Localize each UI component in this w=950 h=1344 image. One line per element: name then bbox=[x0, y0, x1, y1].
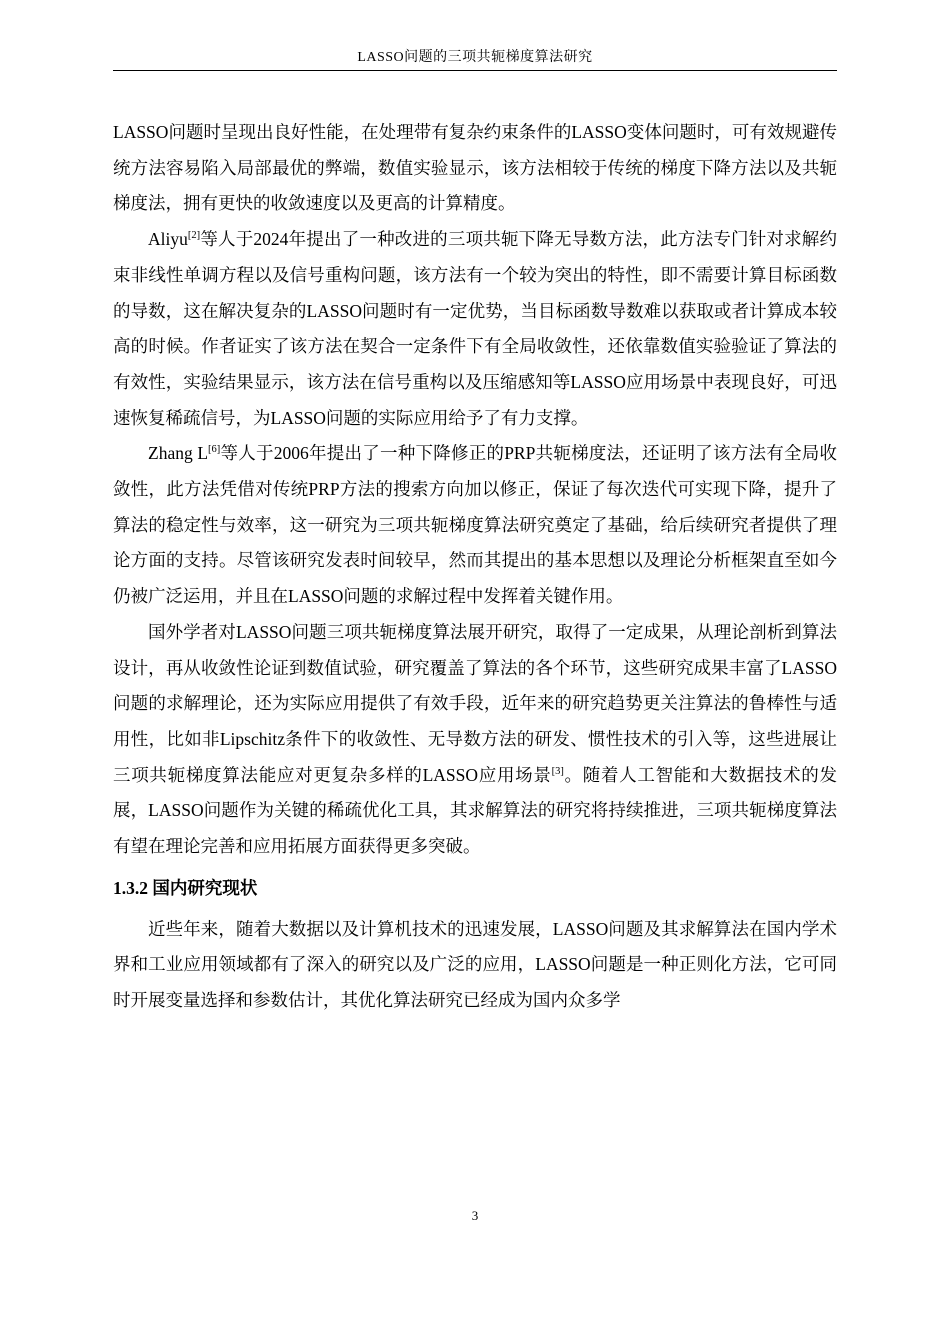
paragraph-continued: LASSO问题时呈现出良好性能，在处理带有复杂约束条件的LASSO变体问题时，可有效规避传统方法容易陷入局部最优的弊端，数值实验显示，该方法相较于传统的梯度下降方法以及共轭梯度法，拥有更快的收敛速度以及更高的计算精度。 bbox=[113, 122, 837, 214]
paragraph-domestic: 近些年来，随着大数据以及计算机技术的迅速发展，LASSO问题及其求解算法在国内学术界和工业应用领域都有了深入的研究以及广泛的应用，LASSO问题是一种正则化方法，它可同时开展变量选择和参数估计，其优化算法研究已经成为国内众多学 bbox=[113, 918, 837, 1011]
paragraph-text: 。随着人工智能和大数据技术的发展，LASSO问题作为关键的稀疏优化工具，其求解算法的研究将持续推进，三项共轭梯度算法有望在理论完善和应用拓展方面获得更多突破。 bbox=[113, 764, 837, 857]
citation-ref: [2] bbox=[187, 230, 201, 242]
paragraph-aliyu bbox=[113, 222, 837, 436]
paragraph-summary bbox=[113, 615, 837, 865]
paragraph-text: Aliyu bbox=[148, 229, 188, 250]
header-rule bbox=[113, 70, 837, 71]
page-number: 3 bbox=[471, 1208, 479, 1223]
body-text bbox=[113, 115, 837, 1019]
paragraph-zhang bbox=[113, 436, 837, 615]
running-header: LASSO问题的三项共轭梯度算法研究 bbox=[357, 50, 593, 65]
paragraph-text: 国外学者对LASSO问题三项共轭梯度算法展开研究，取得了一定成果，从理论剖析到算法设计，再从收敛性论证到数值试验，研究覆盖了算法的各个环节，这些研究成果丰富了LASSO问题的求解理论，还为实际应用提供了有效手段，近年来的研究趋势更关注算法的鲁棒性与适用性，比如非Lipschitz条件下的收敛性、无导数方法的研发、惯性技术的引入等，这些进展让三项共轭梯度算法能应对更复杂多样的LASSO应用场景 bbox=[113, 621, 837, 785]
paragraph-text: Zhang L bbox=[148, 443, 209, 464]
paragraph-text: 等人于2024年提出了一种改进的三项共轭下降无导数方法，此方法专门针对求解约束非线性单调方程以及信号重构问题，该方法有一个较为突出的特性，即不需要计算目标函数的导数，这在解决复杂的LASSO问题时有一定优势，当目标函数导数难以获取或者计算成本较高的时候。作者证实了该方法在契合一定条件下有全局收敛性，还依靠数值实验验证了算法的有效性，实验结果显示，该方法在信号重构以及压缩感知等LASSO应用场景中表现良好，可迅速恢复稀疏信号，为LASSO问题的实际应用给予了有力支撑。 bbox=[113, 229, 837, 428]
paragraph-text: 等人于2006年提出了一种下降修正的PRP共轭梯度法，还证明了该方法有全局收敛性，此方法凭借对传统PRP方法的搜索方向加以修正，保证了每次迭代可实现下降，提升了算法的稳定性与效率，这一研究为三项共轭梯度算法研究奠定了基础，给后续研究者提供了理论方面的支持。尽管该研究发表时间较早，然而其提出的基本思想以及理论分析框架直至如今仍被广泛运用，并且在LASSO问题的求解过程中发挥着关键作用。 bbox=[113, 443, 837, 607]
section-heading: 1.3.2 国内研究现状 bbox=[113, 877, 258, 898]
citation-ref: [3] bbox=[551, 765, 564, 777]
citation-ref: [6] bbox=[208, 444, 221, 456]
